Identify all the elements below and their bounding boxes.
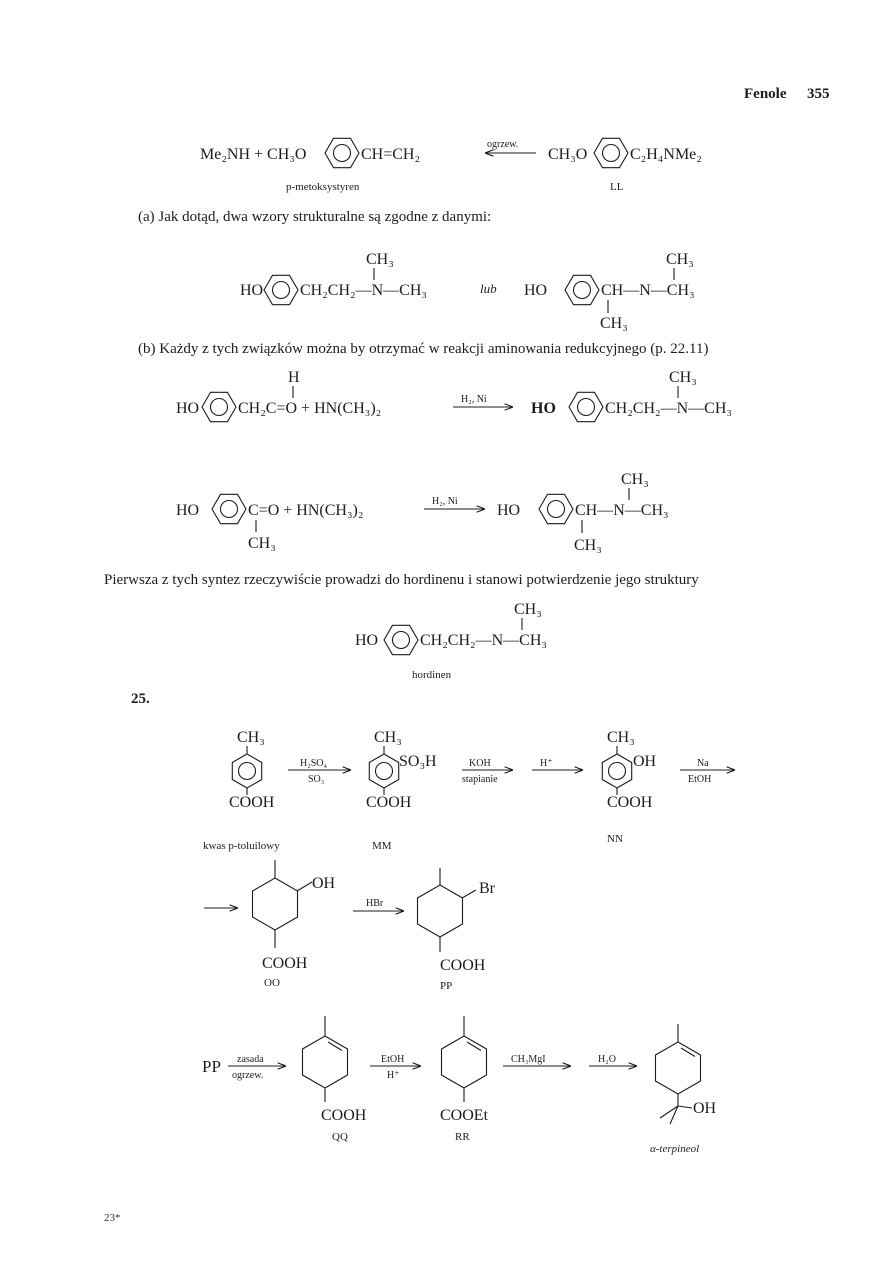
hordinen-structure	[355, 601, 547, 681]
running-header-title: Fenole	[744, 86, 787, 102]
eq1-left-reactants: Me₂NH + CH₃O	[200, 146, 307, 163]
cyclohexene-ring	[303, 1036, 348, 1088]
bond	[462, 890, 476, 898]
caption-p-methoxystyrene: p-metoksystyren	[286, 181, 360, 193]
caption-QQ: QQ	[332, 1131, 348, 1143]
benzene-ring	[539, 494, 573, 523]
benzene-ring	[202, 392, 236, 421]
structures-a	[240, 251, 695, 332]
PP-carboxyl: COOH	[440, 957, 486, 974]
caption-LL: LL	[610, 181, 624, 193]
NN-methyl: CH₃	[607, 729, 635, 746]
sequence-row-2	[204, 860, 496, 992]
conclusion-text: Pierwsza z tych syntez rzeczywiście prowadzi do hordinenu i stanowi potwierdzenie jego struktury	[104, 572, 699, 588]
sheet-signature: 23*	[104, 1212, 121, 1224]
b2-product-methyl-top: CH₃	[621, 471, 649, 488]
cyclohexane-ring	[418, 885, 463, 937]
start-PP: PP	[202, 1057, 221, 1076]
section-number: 25.	[131, 691, 150, 707]
MM-methyl: CH₃	[374, 729, 402, 746]
b1-product-chain: CH₂CH₂—N—CH₃	[605, 400, 732, 417]
eq1-arrow-label: ogrzew.	[487, 139, 519, 150]
s2-hydroxy-label: HO	[524, 282, 548, 299]
arrow2-catalyst: H⁺	[387, 1070, 400, 1081]
arrow1-reagent: H₂SO₄	[300, 758, 327, 769]
hordinen-chain: CH₂CH₂—N—CH₃	[420, 632, 547, 649]
part-a-text: (a) Jak dotąd, dwa wzory strukturalne są zgodne z danymi:	[138, 209, 492, 225]
caption-p-toluic-acid: kwas p-toluilowy	[203, 840, 280, 852]
caption-RR: RR	[455, 1131, 470, 1143]
benzene-ring	[602, 754, 631, 788]
arrow4-reagent: H₂O	[598, 1054, 616, 1065]
benzene-ring	[565, 275, 599, 304]
benzene-ring	[212, 494, 246, 523]
b1-hydroxy-label: HO	[176, 400, 200, 417]
s1-hydroxy-label: HO	[240, 282, 264, 299]
b1-arrow-label: H₂, Ni	[461, 394, 487, 405]
cyclohexane-ring	[253, 878, 298, 930]
s2-chain-label: CH—N—CH₃	[601, 282, 695, 299]
b1-left-formula: CH₂C=O + HN(CH₃)₂	[238, 400, 382, 417]
b2-left-methyl: CH₃	[248, 535, 276, 552]
s1-chain-label: CH₂CH₂—N—CH₃	[300, 282, 427, 299]
b2-product-hydroxy: HO	[497, 502, 521, 519]
sequence-row-3	[202, 1016, 717, 1155]
arrow4-solvent: EtOH	[688, 774, 712, 785]
benzene-ring	[384, 625, 418, 654]
caption-PP: PP	[440, 980, 453, 992]
benzene-ring	[232, 754, 261, 788]
benzene-ring	[325, 138, 359, 167]
cyclohexene-ring	[442, 1036, 487, 1088]
RR-ester: COOEt	[440, 1107, 488, 1124]
benzene-ring	[264, 275, 298, 304]
page-number: 355	[807, 86, 830, 102]
b2-arrow-label: H₂, Ni	[432, 496, 458, 507]
caption-MM: MM	[372, 840, 392, 852]
sequence-row-1	[203, 729, 734, 852]
b2-product-methyl-bottom: CH₃	[574, 537, 602, 554]
b2-product-chain: CH—N—CH₃	[575, 502, 669, 519]
hordinen-hydroxy: HO	[355, 632, 379, 649]
NN-hydroxy: OH	[633, 753, 657, 770]
reaction-b2	[176, 471, 669, 554]
toluic-acid-carboxyl: COOH	[229, 794, 275, 811]
eq1-right-chain: C₂H₄NMe₂	[630, 146, 702, 163]
lub-connector: lub	[480, 281, 497, 296]
hordinen-methyl: CH₃	[514, 601, 542, 618]
s2-methyl-top: CH₃	[666, 251, 694, 268]
toluic-acid-methyl: CH₃	[237, 729, 265, 746]
MM-carboxyl: COOH	[366, 794, 412, 811]
b2-hydroxy-label: HO	[176, 502, 200, 519]
bond	[297, 882, 312, 891]
OO-hydroxy: OH	[312, 875, 336, 892]
eq1-right-methoxy: CH₃O	[548, 146, 588, 163]
caption-hordinen: hordinen	[412, 669, 452, 681]
arrow4-reagent: Na	[697, 758, 709, 769]
equation-1	[200, 138, 702, 193]
caption-alpha-terpineol: α-terpineol	[650, 1143, 700, 1155]
MM-sulfo-group: SO₃H	[399, 753, 437, 770]
NN-carboxyl: COOH	[607, 794, 653, 811]
b2-left-formula: C=O + HN(CH₃)₂	[248, 502, 364, 519]
b1-product-hydroxy: HO	[531, 400, 556, 417]
arrow3-reagent: CH₃MgI	[511, 1054, 546, 1065]
terpineol-hydroxy: OH	[693, 1100, 717, 1117]
arrow1-heat: ogrzew.	[232, 1070, 264, 1081]
s2-methyl-bottom: CH₃	[600, 315, 628, 332]
arrow3-reagent: H⁺	[540, 758, 553, 769]
PP-bromo: Br	[479, 880, 495, 897]
cyclohexene-ring	[656, 1042, 701, 1094]
arrow2-reagent: EtOH	[381, 1054, 405, 1065]
bond	[678, 1106, 692, 1108]
caption-NN: NN	[607, 833, 623, 845]
QQ-carboxyl: COOH	[321, 1107, 367, 1124]
b1-hydrogen-label: H	[288, 369, 300, 386]
OO-carboxyl: COOH	[262, 955, 308, 972]
eq1-vinyl-group: CH=CH₂	[361, 146, 421, 163]
b1-product-methyl: CH₃	[669, 369, 697, 386]
arrow2-reagent: KOH	[469, 758, 491, 769]
caption-OO: OO	[264, 977, 280, 989]
benzene-ring	[594, 138, 628, 167]
arrow1-base: zasada	[237, 1054, 264, 1065]
s1-methyl-label: CH₃	[366, 251, 394, 268]
arrow-hbr-reagent: HBr	[366, 898, 384, 909]
reaction-b1	[176, 369, 732, 422]
benzene-ring	[369, 754, 398, 788]
benzene-ring	[569, 392, 603, 421]
part-b-text: (b) Każdy z tych związków można by otrzymać w reakcji aminowania redukcyjnego (p. 22.11)	[138, 341, 709, 357]
arrow2-condition: stapianie	[462, 774, 498, 785]
arrow1-reagent-2: SO₃	[308, 774, 325, 785]
